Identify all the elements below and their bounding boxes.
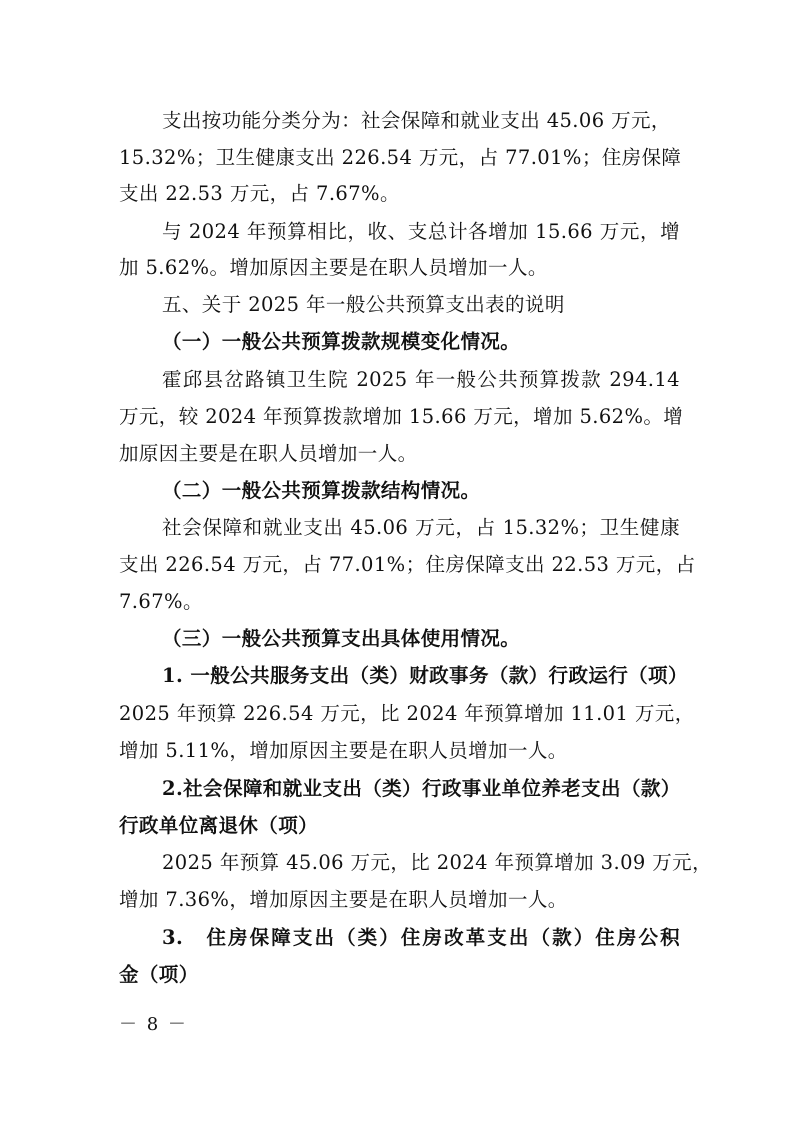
paragraph-line: 社会保障和就业支出 45.06 万元，占 15.32%；卫生健康 [162, 516, 680, 539]
paragraph-line: 增加 7.36%，增加原因主要是在职人员增加一人。 [119, 888, 568, 911]
paragraph-line: 霍邱县岔路镇卫生院 2025 年一般公共预算拨款 294.14 [162, 368, 680, 391]
paragraph-line: 加 5.62%。增加原因主要是在职人员增加一人。 [119, 256, 548, 279]
paragraph-line: 支出 22.53 万元，占 7.67%。 [119, 182, 400, 205]
section-heading: 五、关于 2025 年一般公共预算支出表的说明 [162, 293, 565, 316]
paragraph-line: 支出 226.54 万元，占 77.01%；住房保障支出 22.53 万元，占 [119, 553, 696, 576]
paragraph-line: 15.32%；卫生健康支出 226.54 万元，占 77.01%；住房保障 [119, 146, 682, 169]
item-heading: 1. 一般公共服务支出（类）财政事务（款）行政运行（项） [162, 664, 688, 687]
paragraph-line: 2025 年预算 45.06 万元，比 2024 年预算增加 3.09 万元， [162, 851, 712, 874]
page-number: － 8 － [119, 1014, 188, 1035]
item-heading: 金（项） [119, 963, 199, 986]
paragraph-line: 支出按功能分类分为：社会保障和就业支出 45.06 万元， [162, 109, 671, 132]
paragraph-line: 7.67%。 [119, 590, 203, 613]
item-heading: 3. 住房保障支出（类）住房改革支出（款）住房公积 [162, 926, 680, 949]
item-heading: 2.社会保障和就业支出（类）行政事业单位养老支出（款） [162, 777, 681, 800]
subsection-heading: （二）一般公共预算拨款结构情况。 [162, 479, 481, 502]
paragraph-line: 万元，较 2024 年预算拨款增加 15.66 万元，增加 5.62%。增 [119, 405, 684, 428]
subsection-heading: （一）一般公共预算拨款规模变化情况。 [162, 330, 521, 353]
paragraph-line: 加原因主要是在职人员增加一人。 [119, 442, 418, 465]
item-heading: 行政单位离退休（项） [119, 814, 319, 837]
paragraph-line: 增加 5.11%，增加原因主要是在职人员增加一人。 [119, 739, 568, 762]
subsection-heading: （三）一般公共预算支出具体使用情况。 [162, 627, 521, 650]
paragraph-line: 与 2024 年预算相比，收、支总计各增加 15.66 万元，增 [162, 220, 680, 243]
paragraph-line: 2025 年预算 226.54 万元，比 2024 年预算增加 11.01 万元， [119, 702, 695, 725]
